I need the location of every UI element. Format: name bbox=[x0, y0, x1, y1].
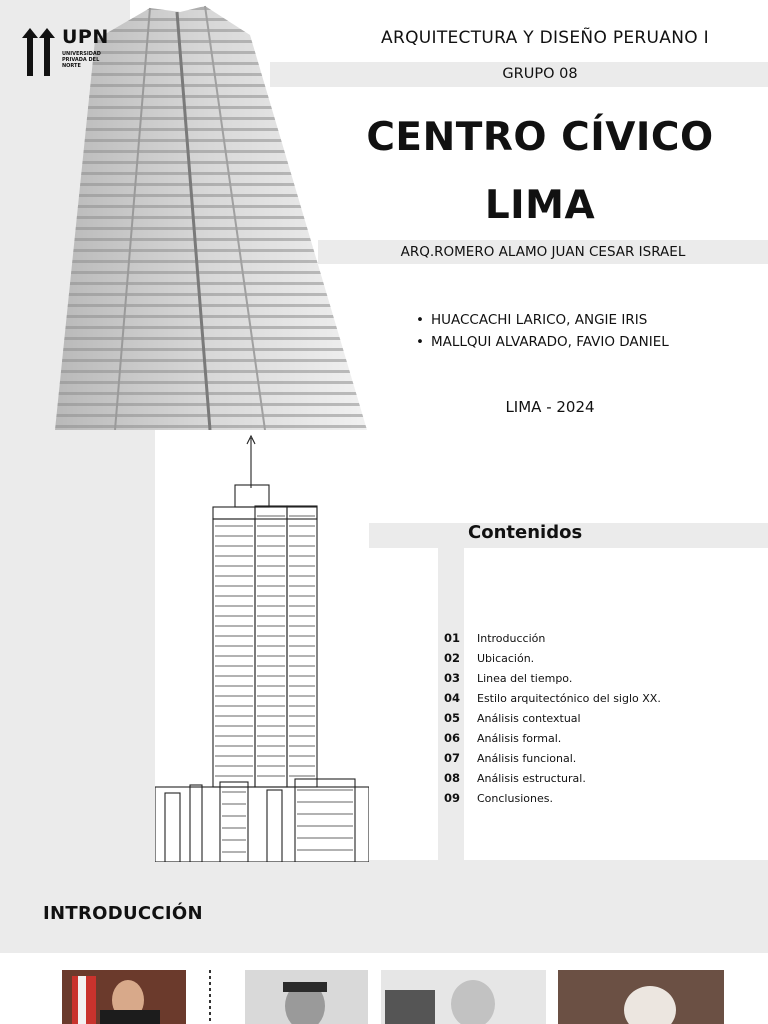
toc-number: 05 bbox=[444, 711, 461, 725]
portrait-photo bbox=[381, 970, 546, 1024]
toc-label: Análisis formal. bbox=[477, 732, 562, 745]
toc-label: Análisis funcional. bbox=[477, 752, 577, 765]
group-label: GRUPO 08 bbox=[502, 66, 578, 82]
toc-number: 08 bbox=[444, 771, 461, 785]
logo-subtext: UNIVERSIDAD PRIVADA DEL NORTE bbox=[62, 51, 101, 69]
toc-item[interactable] bbox=[438, 728, 661, 748]
page-title bbox=[330, 104, 750, 240]
toc-item[interactable] bbox=[438, 748, 661, 768]
contents-title: Contenidos bbox=[468, 522, 583, 543]
toc-number: 02 bbox=[444, 651, 461, 665]
student-list bbox=[416, 309, 669, 353]
contents-list bbox=[438, 628, 661, 808]
title-line-2: LIMA bbox=[484, 183, 596, 228]
toc-number: 06 bbox=[444, 731, 461, 745]
toc-label: Ubicación. bbox=[477, 652, 535, 665]
toc-label: Análisis estructural. bbox=[477, 772, 586, 785]
portrait-photo bbox=[62, 970, 186, 1024]
toc-item[interactable] bbox=[438, 648, 661, 668]
city-year: LIMA - 2024 bbox=[505, 398, 595, 416]
course-name: ARQUITECTURA Y DISEÑO PERUANO I bbox=[381, 28, 709, 48]
toc-item[interactable] bbox=[438, 768, 661, 788]
left-gray-panel bbox=[0, 430, 155, 860]
toc-label: Conclusiones. bbox=[477, 792, 553, 805]
toc-label: Linea del tiempo. bbox=[477, 672, 573, 685]
toc-item[interactable] bbox=[438, 688, 661, 708]
toc-item[interactable] bbox=[438, 788, 661, 808]
toc-item[interactable] bbox=[438, 628, 661, 648]
title-line-1: CENTRO CÍVICO bbox=[366, 115, 714, 160]
student-item: • HUACCACHI LARICO, ANGIE IRIS bbox=[416, 309, 669, 331]
timeline-line bbox=[209, 970, 211, 1024]
toc-label: Análisis contextual bbox=[477, 712, 581, 725]
toc-item[interactable] bbox=[438, 668, 661, 688]
portrait-photo bbox=[245, 970, 368, 1024]
toc-label: Estilo arquitectónico del siglo XX. bbox=[477, 692, 661, 705]
toc-item[interactable] bbox=[438, 708, 661, 728]
toc-number: 09 bbox=[444, 791, 461, 805]
toc-label: Introducción bbox=[477, 632, 546, 645]
professor-name: ARQ.ROMERO ALAMO JUAN CESAR ISRAEL bbox=[318, 240, 768, 264]
section-heading: INTRODUCCIÓN bbox=[43, 903, 203, 924]
toc-number: 03 bbox=[444, 671, 461, 685]
toc-number: 04 bbox=[444, 691, 461, 705]
logo-wordmark: UPN bbox=[62, 26, 109, 48]
toc-number: 07 bbox=[444, 751, 461, 765]
toc-number: 01 bbox=[444, 631, 461, 645]
tower-drawing bbox=[155, 430, 369, 862]
group-band bbox=[270, 62, 768, 87]
student-item: • MALLQUI ALVARADO, FAVIO DANIEL bbox=[416, 331, 669, 353]
portrait-photo bbox=[558, 970, 724, 1024]
